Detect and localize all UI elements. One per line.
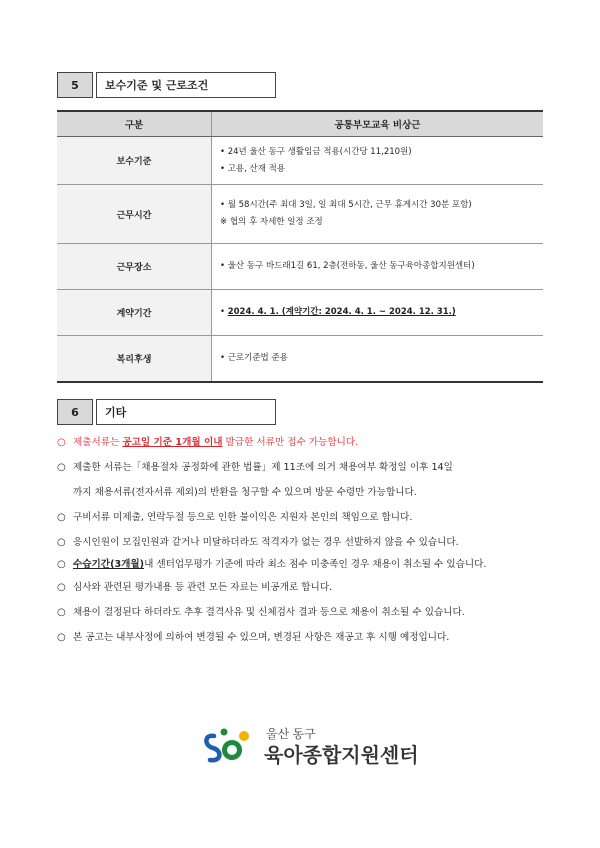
conditions-table <box>57 110 543 383</box>
note-text-part: 발급한 서류만 접수 가능합니다. <box>222 437 359 448</box>
circle-bullet-icon: ○ <box>57 512 66 523</box>
section-number: 6 <box>57 399 93 425</box>
notes-list <box>57 432 547 648</box>
section-6-header <box>57 399 276 425</box>
note-line: 까지 채용서류(전자서류 제외)의 반환을 청구할 수 있으며 방문 수령만 가능합니다. <box>73 487 417 498</box>
center-logo <box>200 720 430 770</box>
section-title: 기타 <box>96 399 276 425</box>
note-text-part: 내 센터업무평가 기준에 따라 최소 점수 미충족인 경우 채용이 취소될 수 있습니다. <box>144 559 487 570</box>
circle-bullet-icon: ○ <box>57 582 66 593</box>
row-label: 근무장소 <box>57 244 212 290</box>
row-value-bullet: • <box>220 307 226 317</box>
col-header-value: 공통부모교육 비상근 <box>212 111 544 137</box>
row-value <box>212 336 544 382</box>
circle-bullet-icon: ○ <box>57 462 66 473</box>
row-value-line: ※ 협의 후 자세한 일정 조정 <box>220 217 323 227</box>
center-logo-mark-icon <box>200 720 430 770</box>
list-item <box>57 602 547 623</box>
note-text: 구비서류 미제출, 연락두절 등으로 인한 불이익은 지원자 본인의 책임으로 합니다. <box>73 512 413 523</box>
list-item <box>57 557 547 573</box>
table-header-row <box>57 111 543 137</box>
note-emphasis: 공고일 기준 1개월 이내 <box>122 437 223 448</box>
table-row <box>57 244 543 290</box>
section-5-header <box>57 72 276 98</box>
logo-small-text: 울산 동구 <box>266 727 316 741</box>
circle-bullet-icon: ○ <box>57 607 66 618</box>
section-title: 보수기준 및 근로조건 <box>96 72 276 98</box>
row-value-line: • 24년 울산 동구 생활임금 적용(시간당 11,210원) <box>220 146 412 157</box>
table-row <box>57 137 543 185</box>
row-value <box>212 185 544 244</box>
col-header-label: 구분 <box>57 111 212 137</box>
row-value <box>212 137 544 185</box>
list-item <box>57 627 547 648</box>
circle-bullet-icon: ○ <box>57 632 66 643</box>
list-item <box>57 532 547 553</box>
note-text: 응시인원이 모집인원과 같거나 미달하더라도 적격자가 없는 경우 선발하지 않을 수 있습니다. <box>73 537 459 548</box>
row-label: 복리후생 <box>57 336 212 382</box>
note-text: 심사와 관련된 평가내용 등 관련 모든 자료는 비공개로 합니다. <box>73 582 333 593</box>
note-text: 채용이 결정된다 하더라도 추후 결격사유 및 신체검사 결과 등으로 채용이 취소될 수 있습니다. <box>73 607 465 618</box>
circle-bullet-icon: ○ <box>57 537 66 548</box>
note-text: 본 공고는 내부사정에 의하여 변경될 수 있으며, 변경된 사항은 재공고 후 시행 예정입니다. <box>73 632 450 643</box>
row-value-line: • 울산 동구 바드래1길 61, 2층(전하동, 울산 동구육아종합지원센터) <box>220 261 475 271</box>
row-value-line: • 근로기준법 준용 <box>220 352 288 363</box>
note-text <box>73 557 547 573</box>
row-value-line: • 월 58시간(주 최대 3일, 일 최대 5시간, 근무 휴게시간 30분 포함) <box>220 200 472 210</box>
note-text <box>73 432 547 453</box>
table-row <box>57 336 543 382</box>
list-item <box>57 457 547 503</box>
table-row <box>57 185 543 244</box>
circle-bullet-icon: ○ <box>57 559 66 570</box>
circle-bullet-icon: ○ <box>57 437 66 448</box>
contract-period: 2024. 4. 1. (계약기간: 2024. 4. 1. ~ 2024. 12. 31.) <box>227 307 456 317</box>
list-item <box>57 432 547 453</box>
row-value <box>212 244 544 290</box>
note-emphasis: 수습기간(3개월) <box>73 559 145 570</box>
row-label: 근무시간 <box>57 185 212 244</box>
list-item <box>57 507 547 528</box>
table-row <box>57 290 543 336</box>
row-label: 보수기준 <box>57 137 212 185</box>
note-line: 제출한 서류는「채용절차 공정화에 관한 법률」제 11조에 의거 채용여부 확정일 이후 14일 <box>73 462 453 473</box>
note-text <box>73 457 547 503</box>
row-label: 계약기간 <box>57 290 212 336</box>
logo-big-text: 육아종합지원센터 <box>264 745 419 767</box>
section-number: 5 <box>57 72 93 98</box>
row-value <box>212 290 544 336</box>
list-item <box>57 577 547 598</box>
row-value-line: • 고용, 산재 적용 <box>220 163 286 174</box>
note-text-part: 제출서류는 <box>73 437 123 448</box>
